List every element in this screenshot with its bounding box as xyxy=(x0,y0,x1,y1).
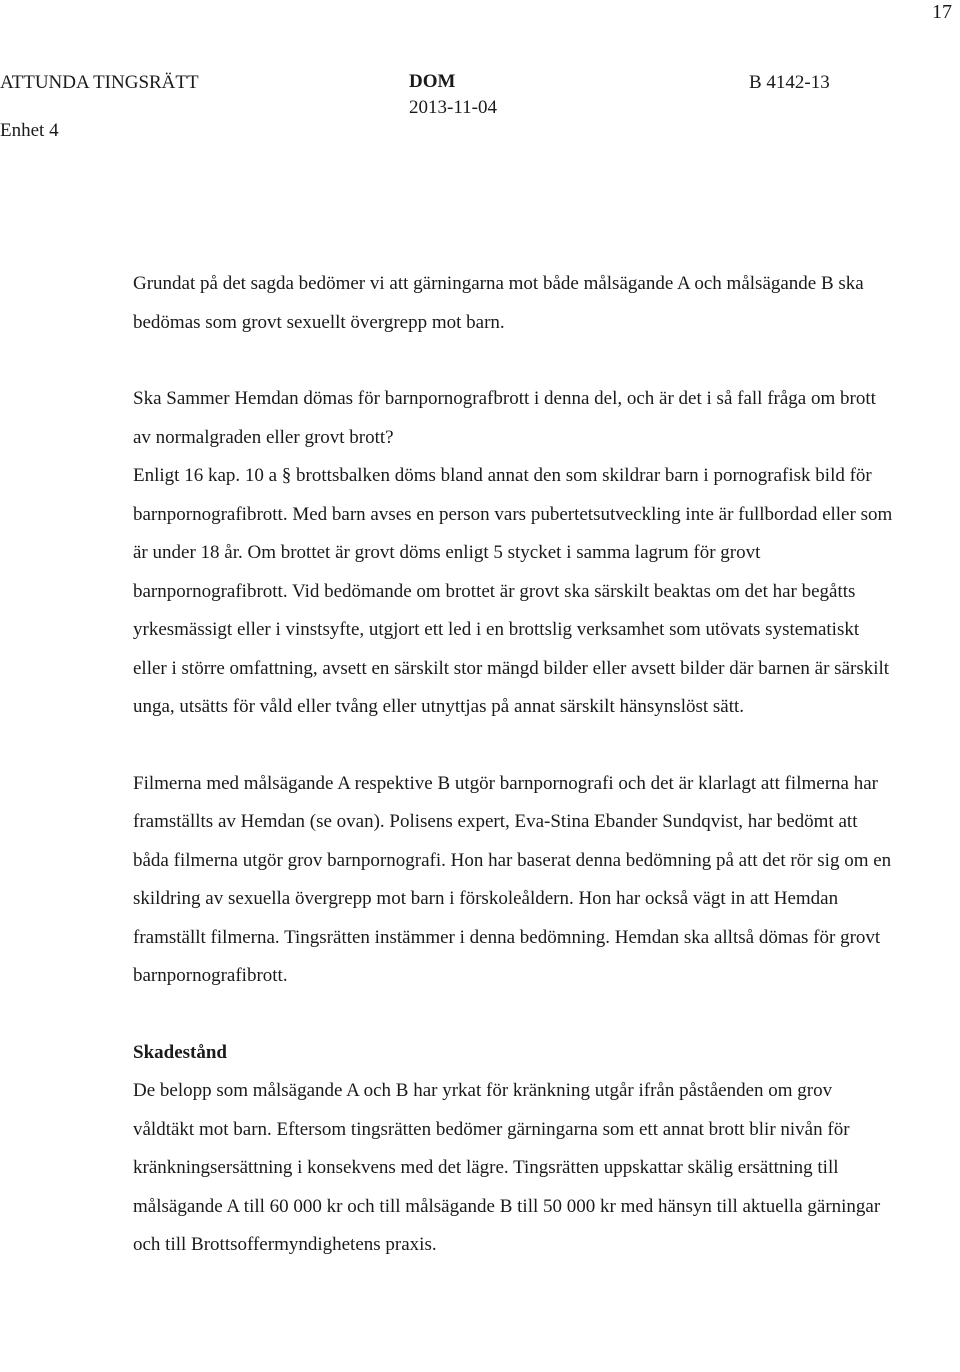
paragraph-question: Ska Sammer Hemdan dömas för barnpornografbrott i denna del, och är det i så fall fråga om brott av normalgraden eller grovt brott? xyxy=(133,388,876,448)
document-date: 2013-11-04 xyxy=(409,97,497,118)
section-heading-damages: Skadestånd xyxy=(133,1041,227,1063)
paragraph-legal-basis: Enligt 16 kap. 10 a § brottsbalken döms bland annat den som skildrar barn i pornografisk bild för barnpornografibrott. Med barn avses en person vars pubertetsutveckling inte är fullbordad eller som är under 18 år. Om brottet är grovt döms enligt 5 stycket i samma lagrum för grovt barnpornografibrott. Vid bedömande om brottet är grovt ska särskilt beaktas om det har begåtts yrkesmässigt eller i vinstsyfte, utgjort ett led i en brottslig verksamhet som utövats systematiskt eller i större omfattning, avsett en särskilt stor mängd bilder eller avsett bilder där barnen är särskilt unga, utsätts för våld eller tvång eller utnyttjas på annat särskilt hänsynslöst sätt. xyxy=(133,465,893,717)
paragraph-films: Filmerna med målsägande A respektive B utgör barnpornografi och det är klarlagt att filmerna har framställts av Hemdan (se ovan). Polisens expert, Eva-Stina Ebander Sundqvist, har bedömt att båda filmerna utgör grov barnpornografi. Hon har baserat denna bedömning på att det rör sig om en skildring av sexuella övergrepp mot barn i förskoleåldern. Hon har också vägt in att Hemdan framställt filmerna. Tingsrätten instämmer i denna bedömning. Hemdan ska alltså dömas för grovt barnpornografibrott. xyxy=(133,772,892,986)
case-number: B 4142-13 xyxy=(749,72,830,93)
page-number: 17 xyxy=(932,1,952,23)
paragraph-assessment: Grundat på det sagda bedömer vi att gärningarna mot både målsägande A och målsägande B ska bedömas som grovt sexuellt övergrepp mot barn. xyxy=(133,273,864,333)
document-body xyxy=(133,265,893,1265)
court-unit: Enhet 4 xyxy=(0,120,59,141)
paragraph-damages: De belopp som målsägande A och B har yrkat för kränkning utgår ifrån påståenden om grov våldtäkt mot barn. Eftersom tingsrätten bedömer gärningarna som ett annat brott blir nivån för kränkningsersättning i konsekvens med det lägre. Tingsrätten uppskattar skälig ersättning till målsägande A till 60 000 kr och till målsägande B till 50 000 kr med hänsyn till aktuella gärningar och till Brottsoffermyndighetens praxis. xyxy=(133,1080,881,1255)
court-name: ATTUNDA TINGSRÄTT xyxy=(0,72,199,93)
document-type: DOM xyxy=(409,71,456,92)
